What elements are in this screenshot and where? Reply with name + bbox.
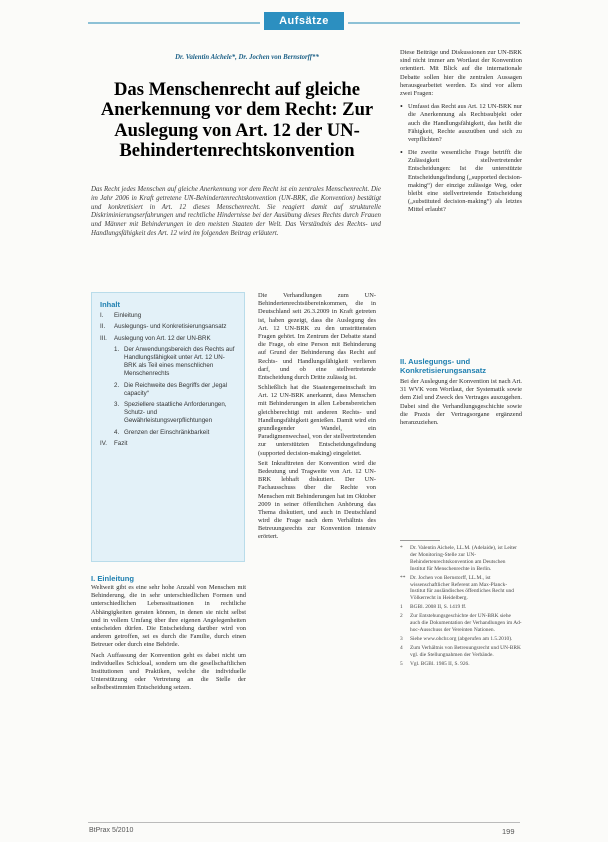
bullet-item: • Die zweite wesentliche Frage betrifft die Zulässigkeit stellvertretender Entscheidungen: Ist die unterstützte Entscheidungsfindung („supported decision-making“) der einzige zulässige Weg, oder bleibt eine stellvertretende Entscheidung („substituted decision-making“) als letztes Mittel erlaubt? <box>400 148 522 214</box>
author-line: Dr. Valentin Aichele*, Dr. Jochen von Bernstorff** <box>175 54 319 61</box>
paragraph: Nach Auffassung der Konvention geht es dabei nicht um individuelles Schicksal, sondern um die gesellschaftlichen Institutionen und Praktiken, welche die individuelle Unterstützung oder Vertretung an die Stelle der selbstbestimmten Entscheidung setzen. <box>91 651 246 692</box>
column-3-text <box>400 49 522 220</box>
article-lead: Das Recht jedes Menschen auf gleiche Anerkennung vor dem Recht ist ein zentrales Menschenrecht. Die im Jahr 2006 in Kraft getretene UN-Behindertenrechtskonvention (UN-BRK, die Konvention) bestätigt und konkretisiert in Art. 12 dieses Menschenrecht. Sie reagiert damit auf strukturelle Diskriminierungserfahrungen und rechtliche Hindernisse bei der Ausübung dieses Rechts durch Frauen und Männer mit Behinderungen in den meisten Staaten der Welt. Das Verständnis des Rechts- und Handlungsfähigkeit des Art. 12 wird im folgenden Beitrag erläutert. <box>91 186 381 237</box>
toc-item: IV. Fazit <box>100 439 128 447</box>
journal-issue: BtPrax 5/2010 <box>89 827 134 834</box>
footnote: 3 Siehe www.ohchr.org (abgerufen am 1.5.2010). <box>400 635 513 642</box>
paragraph: Bei der Auslegung der Konvention ist nach Art. 31 WVK vom Wortlaut, der Systematik sowie dem Ziel und Zweck des Vertrages auszugehen. Dabei sind die Verhandlungsgeschichte sowie die Praxis der Vertragsorgane ergänzend heranzuziehen. <box>400 378 522 426</box>
footnotes <box>400 540 522 670</box>
bullet-icon: • <box>400 148 403 158</box>
footnote: 2 Zur Entstehungsgeschichte der UN-BRK siehe auch die Dokumentation der Verhandlungen im Ad-hoc-Ausschuss der Vereinten Nationen. <box>400 613 522 633</box>
toc-subitem: 1. Der Anwendungsbereich des Rechts auf Handlungsfähigkeit unter Art. 12 UN-BRK als Teil eines menschlichen Menschenrechts <box>114 345 235 378</box>
footnote: * Dr. Valentin Aichele, LL.M. (Adelaide), ist Leiter der Monitoring-Stelle zur UN-Behindertenrechtskonvention am Deutschen Institut für Menschenrechte in Berlin. <box>400 545 517 572</box>
footnote-divider <box>400 540 440 541</box>
toc-subitem: 3. Speziellere staatliche Anforderungen, Schutz- und Gewährleistungsverpflichtungen <box>114 401 227 425</box>
section-tag: Aufsätze <box>264 12 344 30</box>
article-title: Das Menschenrecht auf gleiche Anerkennung vor dem Recht: Zur Auslegung von Art. 12 der UN-Behindertenrechtskonvention <box>100 79 374 162</box>
paragraph: Schließlich hat die Staatengemeinschaft im Art. 12 UN-BRK anerkannt, dass Menschen mit Behinderungen in allen Lebensbereichen gleichberechtigt mit anderen Rechts- und Handlungsfähigkeit genießen. Damit wird ein grundlegender Wandel, ein Paradigmenwechsel, von der stellvertretenden zur unterstützten Entscheidungsfindung (supported decision-making) eingeleitet. <box>258 384 376 457</box>
footer-rule <box>88 822 520 823</box>
column-2-text <box>258 292 376 544</box>
page-number: 199 <box>502 827 515 836</box>
paragraph: Die Verhandlungen zum UN-Behindertenrechtsübereinkommen, die in Deutschland seit 26.3.2009 in Kraft getreten ist, haben gezeigt, dass die Auslegung des Art. 12 UN-BRK zu den umstrittensten Fragen gehört. Im Zentrum der Debatte stand die Frage, ob eine Person mit Behinderung auf Grund der Behinderung das Recht auf Rechts- und Handlungsfähigkeit verlieren darf, und ob eine stellvertretende Entscheidung durch Dritte zulässig ist. <box>258 292 376 381</box>
paragraph: Seit Inkrafttreten der Konvention wird die Bedeutung und Tragweite von Art. 12 UN-BRK lebhaft diskutiert. Der UN-Fachausschuss über die Rechte von Menschen mit Behinderungen hat im Oktober 2009 in seiner öffentlichen Anhörung das Thema diskutiert, und auch in Deutschland wird die Frage nach dem Verhältnis des Betreuungsrechts zur Konvention intensiv erörtert. <box>258 459 376 541</box>
section-heading-introduction: I. Einleitung <box>91 574 135 583</box>
section-heading-interpretation: II. Auslegungs- und Konkretisierungsansatz <box>400 357 487 376</box>
footnote: 5 Vgl. BGBl. 1985 II, S. 926. <box>400 660 470 667</box>
bullet-item: • Umfasst das Recht aus Art. 12 UN-BRK nur die Anerkennung als Rechtssubjekt oder auch die Handlungsfähigkeit, das heißt die Fähigkeit, Rechte auszuüben und sich zu verpflichten? <box>400 102 522 143</box>
footnote: ** Dr. Jochen von Bernstorff, LL.M., ist wissenschaftlicher Referent am Max-Planck-Institut für ausländisches öffentliches Recht und Völkerrecht in Heidelberg. <box>400 574 514 602</box>
footnote: 1 BGBl. 2008 II, S. 1419 ff. <box>400 604 467 611</box>
column-3-lower-text <box>400 378 522 429</box>
toc-item: I. Einleitung <box>100 312 142 320</box>
toc-subitem: 2. Die Reichweite des Begriffs der „legal capacity“ <box>114 381 228 397</box>
toc-item: III. Auslegung von Art. 12 der UN-BRK <box>100 334 211 342</box>
toc-subitem: 4. Grenzen der Einschränkbarkeit <box>114 428 210 436</box>
footnote: 4 Zum Verhältnis von Betreuungsrecht und UN-BRK vgl. die Stellungnahmen der Verbände. <box>400 644 521 658</box>
paragraph: Weltweit gibt es eine sehr hohe Anzahl von Menschen mit Behinderung, die in sehr unterschiedlichen Formen und unterschiedlichen Lebenssituationen in rechtliche Abhängigkeiten geraten können, in denen sie nicht selbst und in vollem Umfang über ihre eigenen Angelegenheiten entscheiden dürfen. Die Entscheidung darüber wird von anderen getroffen, sei es durch die Familie, durch einen Betreuer oder durch eine Behörde. <box>91 584 246 649</box>
column-1-text <box>91 584 246 694</box>
toc-heading: Inhalt <box>100 300 120 309</box>
table-of-contents <box>91 292 245 562</box>
toc-item: II. Auslegungs- und Konkretisierungsansatz <box>100 323 227 331</box>
paragraph: Diese Beiträge und Diskussionen zur UN-BRK sind nicht immer am Wortlaut der Konvention orientiert. Mit Blick auf die internationale Debatte sollen hier die zentralen Aussagen herausgearbeitet werden. Es sind vor allem zwei Fragen: <box>400 49 522 97</box>
header-rule-right <box>348 22 520 24</box>
header-rule-left <box>88 22 260 24</box>
bullet-icon: • <box>400 102 403 112</box>
